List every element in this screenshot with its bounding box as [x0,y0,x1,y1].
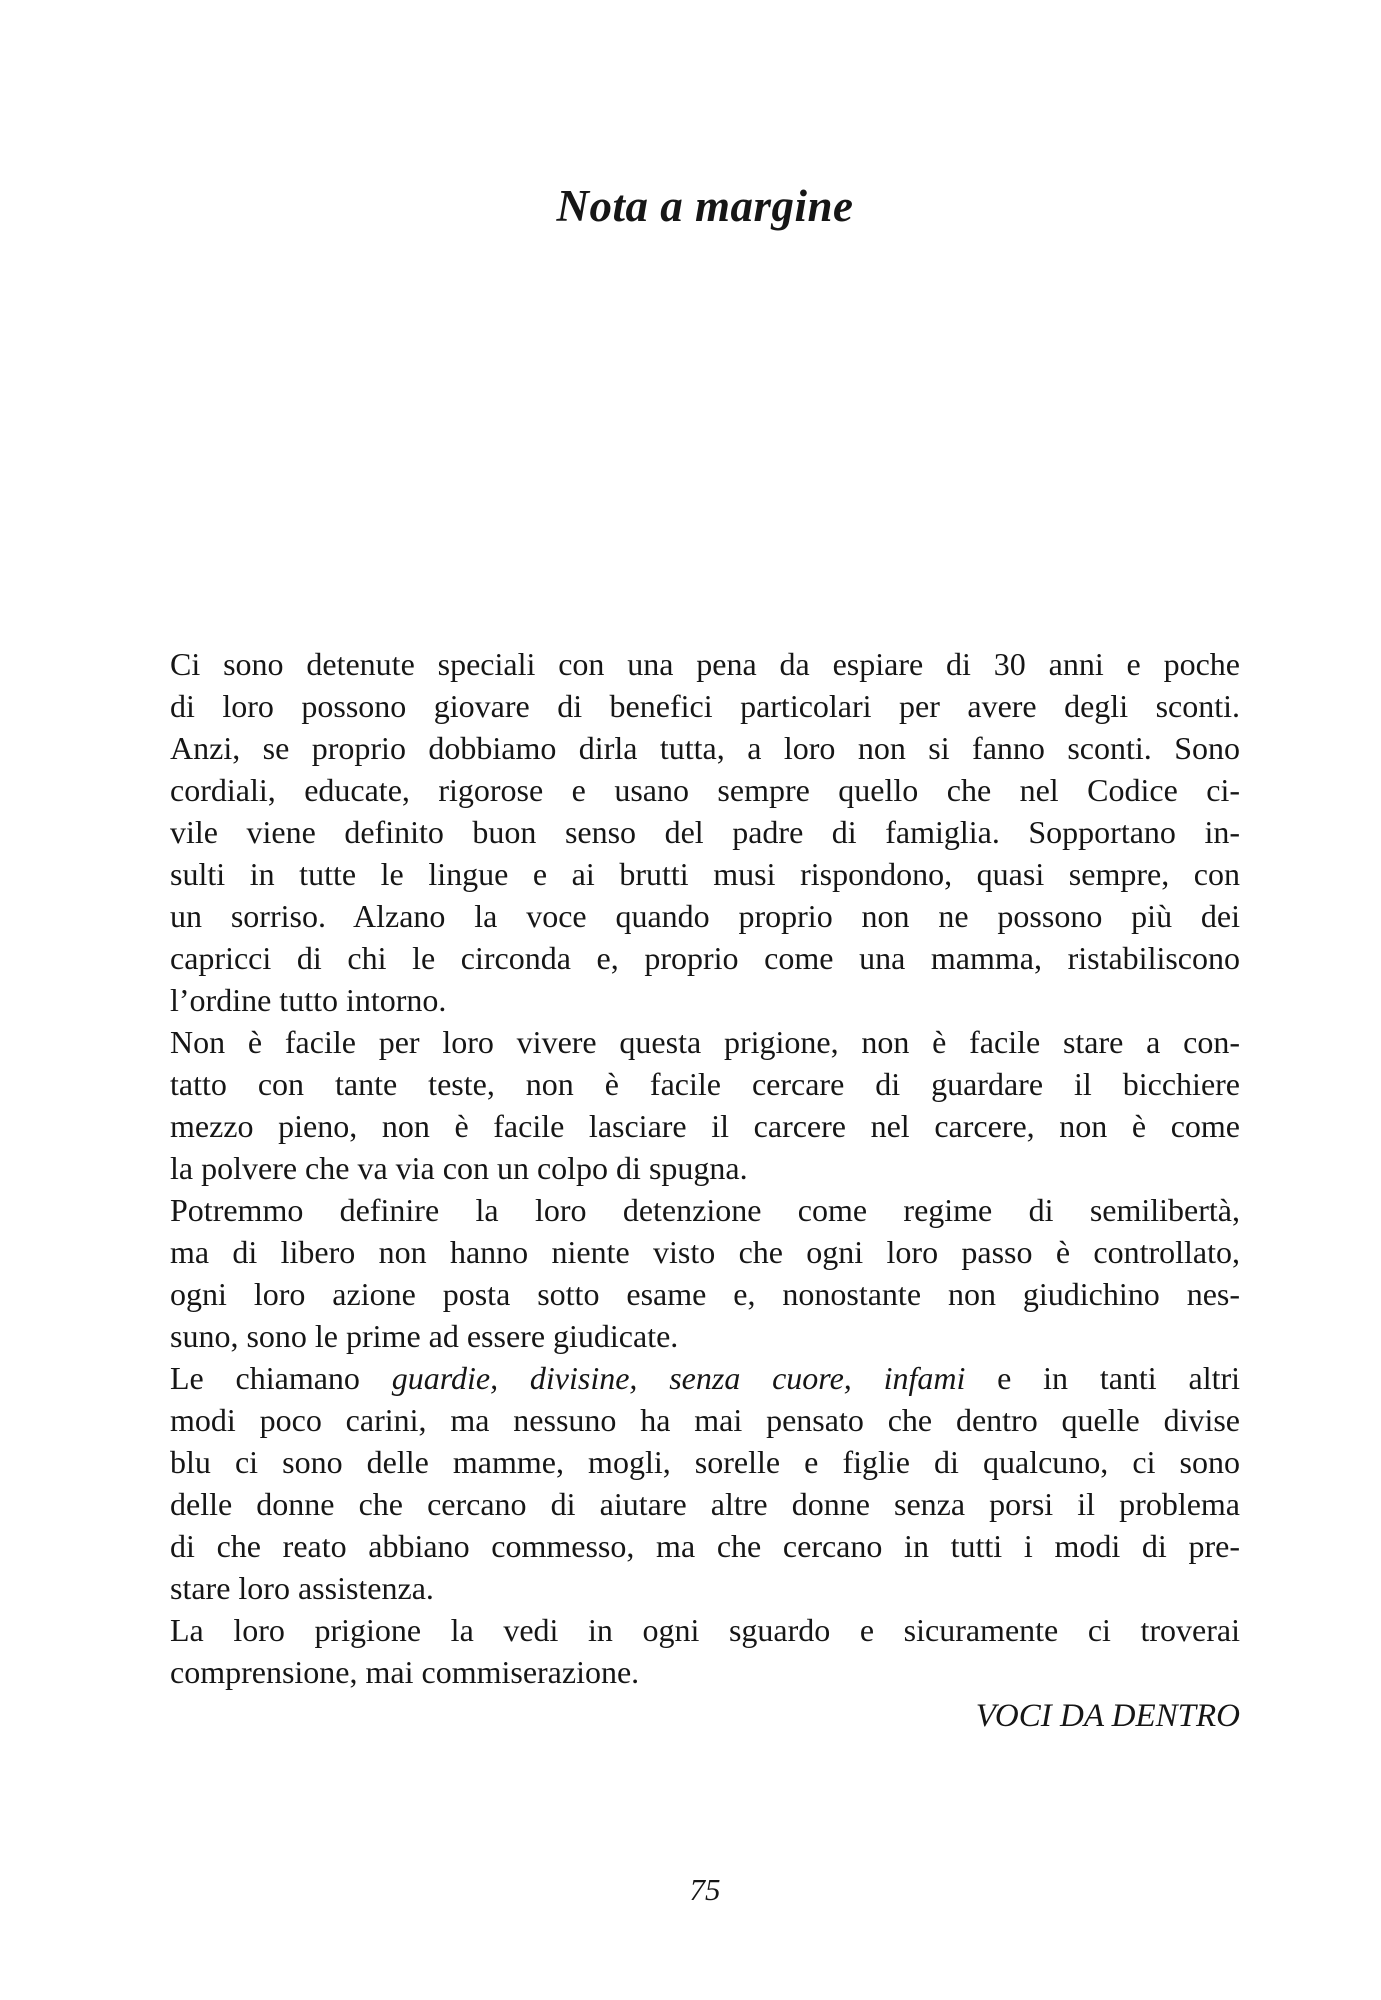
text-segment: l’ordine tutto intorno. [170,982,447,1018]
text-segment: ogni loro azione posta sotto esame e, nonostante non giudichino nes- [170,1276,1240,1312]
text-segment: ma di libero non hanno niente visto che ogni loro passo è controllato, [170,1234,1240,1270]
text-line [170,1147,1240,1189]
text-segment: stare loro assistenza. [170,1570,434,1606]
text-segment: comprensione, mai commiserazione. [170,1654,640,1690]
text-segment: e in tanti altri [965,1360,1241,1396]
text-segment: suno, sono le prime ad essere giudicate. [170,1318,679,1354]
text-line [170,1441,1240,1483]
text-segment: Non è facile per loro vivere questa prigione, non è facile stare a con- [170,1024,1240,1060]
text-segment: un sorriso. Alzano la voce quando proprio non ne possono più dei [170,898,1240,934]
text-line [170,643,1240,685]
text-line [170,1063,1240,1105]
text-segment: modi poco carini, ma nessuno ha mai pensato che dentro quelle divise [170,1402,1240,1438]
text-segment: capricci di chi le circonda e, proprio come una mamma, ristabiliscono [170,940,1240,976]
text-segment: tatto con tante teste, non è facile cercare di guardare il bicchiere [170,1066,1240,1102]
text-line [170,937,1240,979]
text-segment: la polvere che va via con un colpo di spugna. [170,1150,748,1186]
text-segment: cordiali, educate, rigorose e usano sempre quello che nel Codice ci- [170,772,1240,808]
italic-text-segment: guardie, divisine, senza cuore, infami [391,1360,966,1396]
text-line [170,1189,1240,1231]
text-line [170,811,1240,853]
text-line [170,895,1240,937]
text-line [170,1567,1240,1609]
text-segment: Ci sono detenute speciali con una pena da espiare di 30 anni e poche [170,646,1240,682]
signature: VOCI DA DENTRO [975,1698,1240,1734]
text-line [170,1357,1240,1399]
text-line [170,727,1240,769]
text-segment: vile viene definito buon senso del padre di famiglia. Sopportano in- [170,814,1240,850]
text-line [170,1105,1240,1147]
text-segment: sulti in tutte le lingue e ai brutti musi rispondono, quasi sempre, con [170,856,1240,892]
text-line [170,769,1240,811]
text-segment: di loro possono giovare di benefici particolari per avere degli sconti. [170,688,1240,724]
text-line [170,1273,1240,1315]
text-segment: di che reato abbiano commesso, ma che cercano in tutti i modi di pre- [170,1528,1240,1564]
text-segment: Le chiamano [170,1360,392,1396]
page-number: 75 [689,1872,721,1907]
text-line [170,1525,1240,1567]
text-line [170,685,1240,727]
text-segment: blu ci sono delle mamme, mogli, sorelle e figlie di qualcuno, ci sono [170,1444,1240,1480]
body-text [170,643,1240,1693]
text-line [170,1021,1240,1063]
text-segment: Potremmo definire la loro detenzione come regime di semilibertà, [170,1192,1240,1228]
text-line [170,853,1240,895]
text-line [170,1231,1240,1273]
text-line [170,1609,1240,1651]
text-segment: La loro prigione la vedi in ogni sguardo e sicuramente ci troverai [170,1612,1240,1648]
text-line [170,1315,1240,1357]
text-segment: delle donne che cercano di aiutare altre donne senza porsi il problema [170,1486,1240,1522]
text-line [170,979,1240,1021]
text-segment: mezzo pieno, non è facile lasciare il carcere nel carcere, non è come [170,1108,1240,1144]
text-line [170,1483,1240,1525]
text-line [170,1399,1240,1441]
text-segment: Anzi, se proprio dobbiamo dirla tutta, a loro non si fanno sconti. Sono [170,730,1240,766]
page-title: Nota a margine [556,181,854,231]
text-line [170,1651,1240,1693]
